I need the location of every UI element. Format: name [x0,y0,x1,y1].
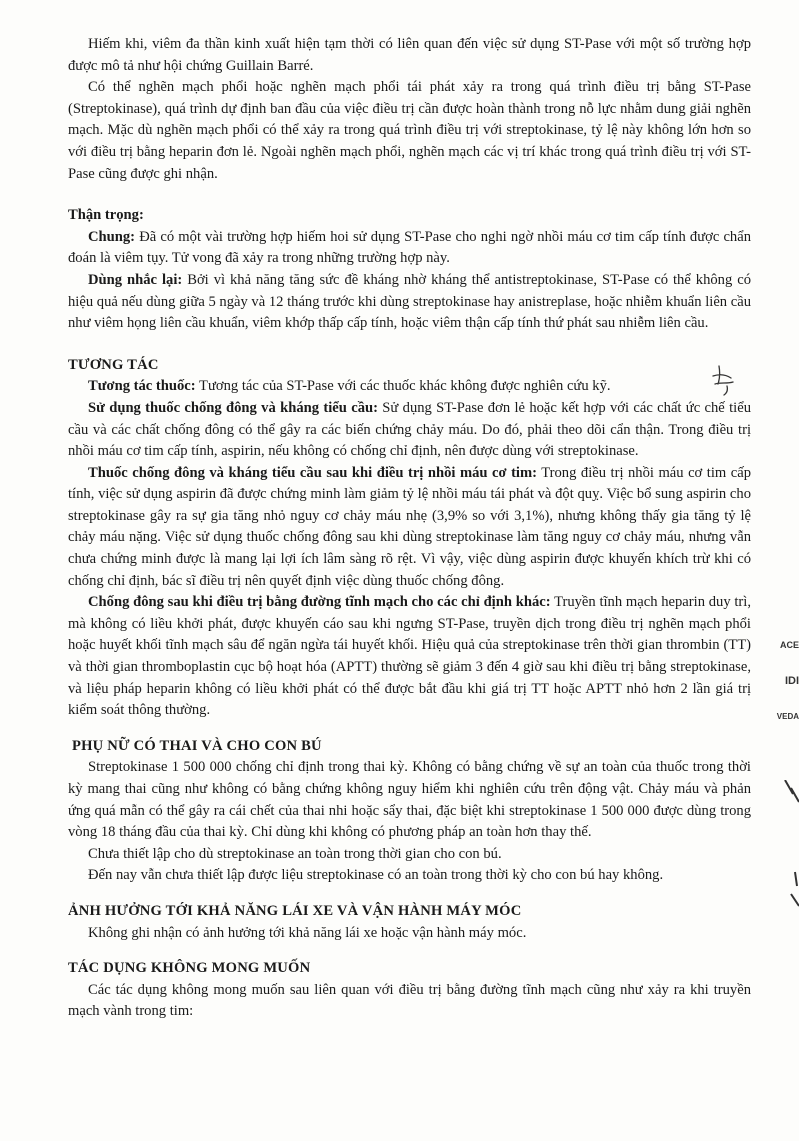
precautions-heading: Thận trọng: [68,207,144,224]
interactions-after-mi-label: Thuốc chống đông và kháng tiểu cầu sau khi điều trị nhồi máu cơ tim: [88,464,538,481]
interactions-anticoag [68,398,751,463]
edge-scan-artifact-icon [771,780,799,820]
interactions-after-iv-text: Truyền tĩnh mạch heparin duy trì, mà không có liều khởi phát, được khuyến cáo sau khi ngưng ST-Pase, truyền dịch trong điều trị nghẽn mạch phổi hoặc huyết khối tĩnh mạch sâu để ngăn ngừa tái huyết khối. Hiệu quả của streptokinase trên thời gian thrombin (TT) và thời gian thromboplastin cục bộ hoạt hóa (APTT) thường sẽ giảm 3 đến 4 giờ sau khi điều trị bằng streptokinase, và liệu pháp heparin không có liều khởi phát có thể được bắt đầu khi giá trị TT hoặc APTT nhỏ hơn 2 lần giá trị kiểm soát thông thường. [68,594,751,719]
precautions-repeat-text: Bởi vì khả năng tăng sức đề kháng nhờ kháng thể antistreptokinase, ST-Pase có thể không có hiệu quả nếu dùng giữa 5 ngày và 12 tháng trước khi dùng streptokinase hay anistreplase, hoặc nhiễm khuẩn liên cầu như viêm họng liên cầu khuẩn, viêm khớp thấp cấp tính, hoặc viêm thận cấp tính thứ phát sau nhiễm liên cầu. [68,271,752,332]
spacer [68,944,751,958]
edge-mark-bottom: VEDA [776,712,799,721]
interactions-after-iv-label: Chống đông sau khi điều trị bằng đường tĩnh mạch cho các chỉ định khác: [88,594,551,611]
interactions-drug-label: Tương tác thuốc: [88,378,196,395]
paragraph-embolism: Có thể nghẽn mạch phổi hoặc nghẽn mạch phổi tái phát xảy ra trong quá trình điều trị bằng ST-Pase (Streptokinase), quá trình dự định ban đầu của việc điều trị cần được hoàn thành trong nỗ lực nhằm dung giải nghẽn mạch. Mặc dù nghẽn mạch phổi có thể xảy ra trong quá trình điều trị với streptokinase, tỷ lệ này không lớn hơn so với điều trị bằng heparin đơn lẻ. Ngoài nghẽn mạch phổi, nghẽn mạch các vị trí khác trong quá trình điều trị với ST-Pase cũng được ghi nhận. [68,79,751,182]
interactions-anticoag-label: Sử dụng thuốc chống đông và kháng tiểu cầu: [88,399,378,416]
interactions-after-mi [68,463,751,593]
edge-scan-artifact-icon [771,870,799,910]
pregnancy-paragraph-1: Streptokinase 1 500 000 chống chỉ định trong thai kỳ. Không có bằng chứng về sự an toàn của thuốc trong thời kỳ mang thai cũng như không có bằng chứng không nguy hiểm khi nghiên cứu trên động vật. Chảy máu và phản ứng quá mẫn có thể gây ra cái chết của thai nhi hoặc sẩy thai, đặc biệt khi streptokinase 1 500 000 được dùng trong vòng 18 tháng đầu của thai kỳ. Chỉ dùng khi không có phương pháp an toàn hơn thay thế. [68,759,751,841]
driving-heading: ẢNH HƯỞNG TỚI KHẢ NĂNG LÁI XE VÀ VẬN HÀNH MÁY MÓC [68,902,522,919]
pregnancy-paragraph-3: Đến nay vẫn chưa thiết lập được liệu streptokinase có an toàn trong thời kỳ cho con bú hay không. [88,867,664,884]
precautions-general-label: Chung: [88,228,136,245]
spacer [68,185,751,205]
pregnancy-paragraph-2: Chưa thiết lập cho dù streptokinase an toàn trong thời gian cho con bú. [88,845,502,862]
handwritten-initials-icon [705,362,741,396]
interactions-after-iv [68,592,751,722]
precautions-general [68,227,751,270]
spacer [68,722,751,736]
interactions-drug-text: Tương tác của ST-Pase với các thuốc khác không được nghiên cứu kỹ. [195,378,611,395]
interactions-anticoag-text: Sử dụng ST-Pase đơn lẻ hoặc kết hợp với các chất ức chế tiểu cầu và các chất chống đông có thể gây ra các biến chứng chảy máu. Do đó, phải theo dõi cẩn thận. Trong điều trị nhồi máu cơ tim cấp tính, aspirin, nếu không có chống chỉ định, nên được dùng với streptokinase. [68,399,751,460]
interactions-drug [68,376,751,398]
edge-mark-middle: IDI [784,675,799,687]
driving-paragraph: Không ghi nhận có ảnh hưởng tới khả năng lái xe hoặc vận hành máy móc. [88,924,527,941]
side-effects-heading: TÁC DỤNG KHÔNG MONG MUỐN [68,960,311,977]
spacer [68,887,751,901]
precautions-repeat [68,270,751,335]
precautions-general-text: Đã có một vài trường hợp hiếm hoi sử dụng ST-Pase cho nghi ngờ nhồi máu cơ tim cấp tính được chẩn đoán là viêm tụy. Tử vong đã xảy ra trong những trường hợp này. [68,228,751,267]
document-body [68,34,751,1023]
precautions-repeat-label: Dùng nhắc lại: [88,271,183,288]
interactions-after-mi-text: Trong điều trị nhồi máu cơ tim cấp tính, việc sử dụng aspirin đã được chứng minh làm giảm tỷ lệ nhồi máu tái phát và đột quỵ. Việc bổ sung aspirin cho streptokinase gây ra sự gia tăng nhỏ nguy cơ chảy máu nhẹ (3,9% so với 3,1%), nhưng không thấy gia tăng tỷ lệ chảy máu nặng. Việc sử dụng thuốc chống đông sau khi dùng streptokinase làm tăng nguy cơ chảy máu, nhưng vẫn chưa chứng minh được là mang lại lợi ích lâm sàng rõ rệt. Vì vậy, việc dùng aspirin được khuyến khích trừ khi có chống chỉ định, bác sĩ điều trị nên quyết định việc dùng thuốc chống đông. [68,464,751,589]
side-effects-paragraph: Các tác dụng không mong muốn sau liên quan với điều trị bằng đường tĩnh mạch cũng như xảy ra khi truyền mạch vành trong tim: [68,981,751,1020]
spacer [68,335,751,355]
edge-mark-top: ACE [779,640,799,650]
paragraph-neuritis: Hiếm khi, viêm đa thần kinh xuất hiện tạm thời có liên quan đến việc sử dụng ST-Pase với một số trường hợp được mô tả như hội chứng Guillain Barré. [68,36,751,74]
interactions-heading: TƯƠNG TÁC [68,356,159,373]
pregnancy-heading: PHỤ NỮ CÓ THAI VÀ CHO CON BÚ [72,737,322,754]
